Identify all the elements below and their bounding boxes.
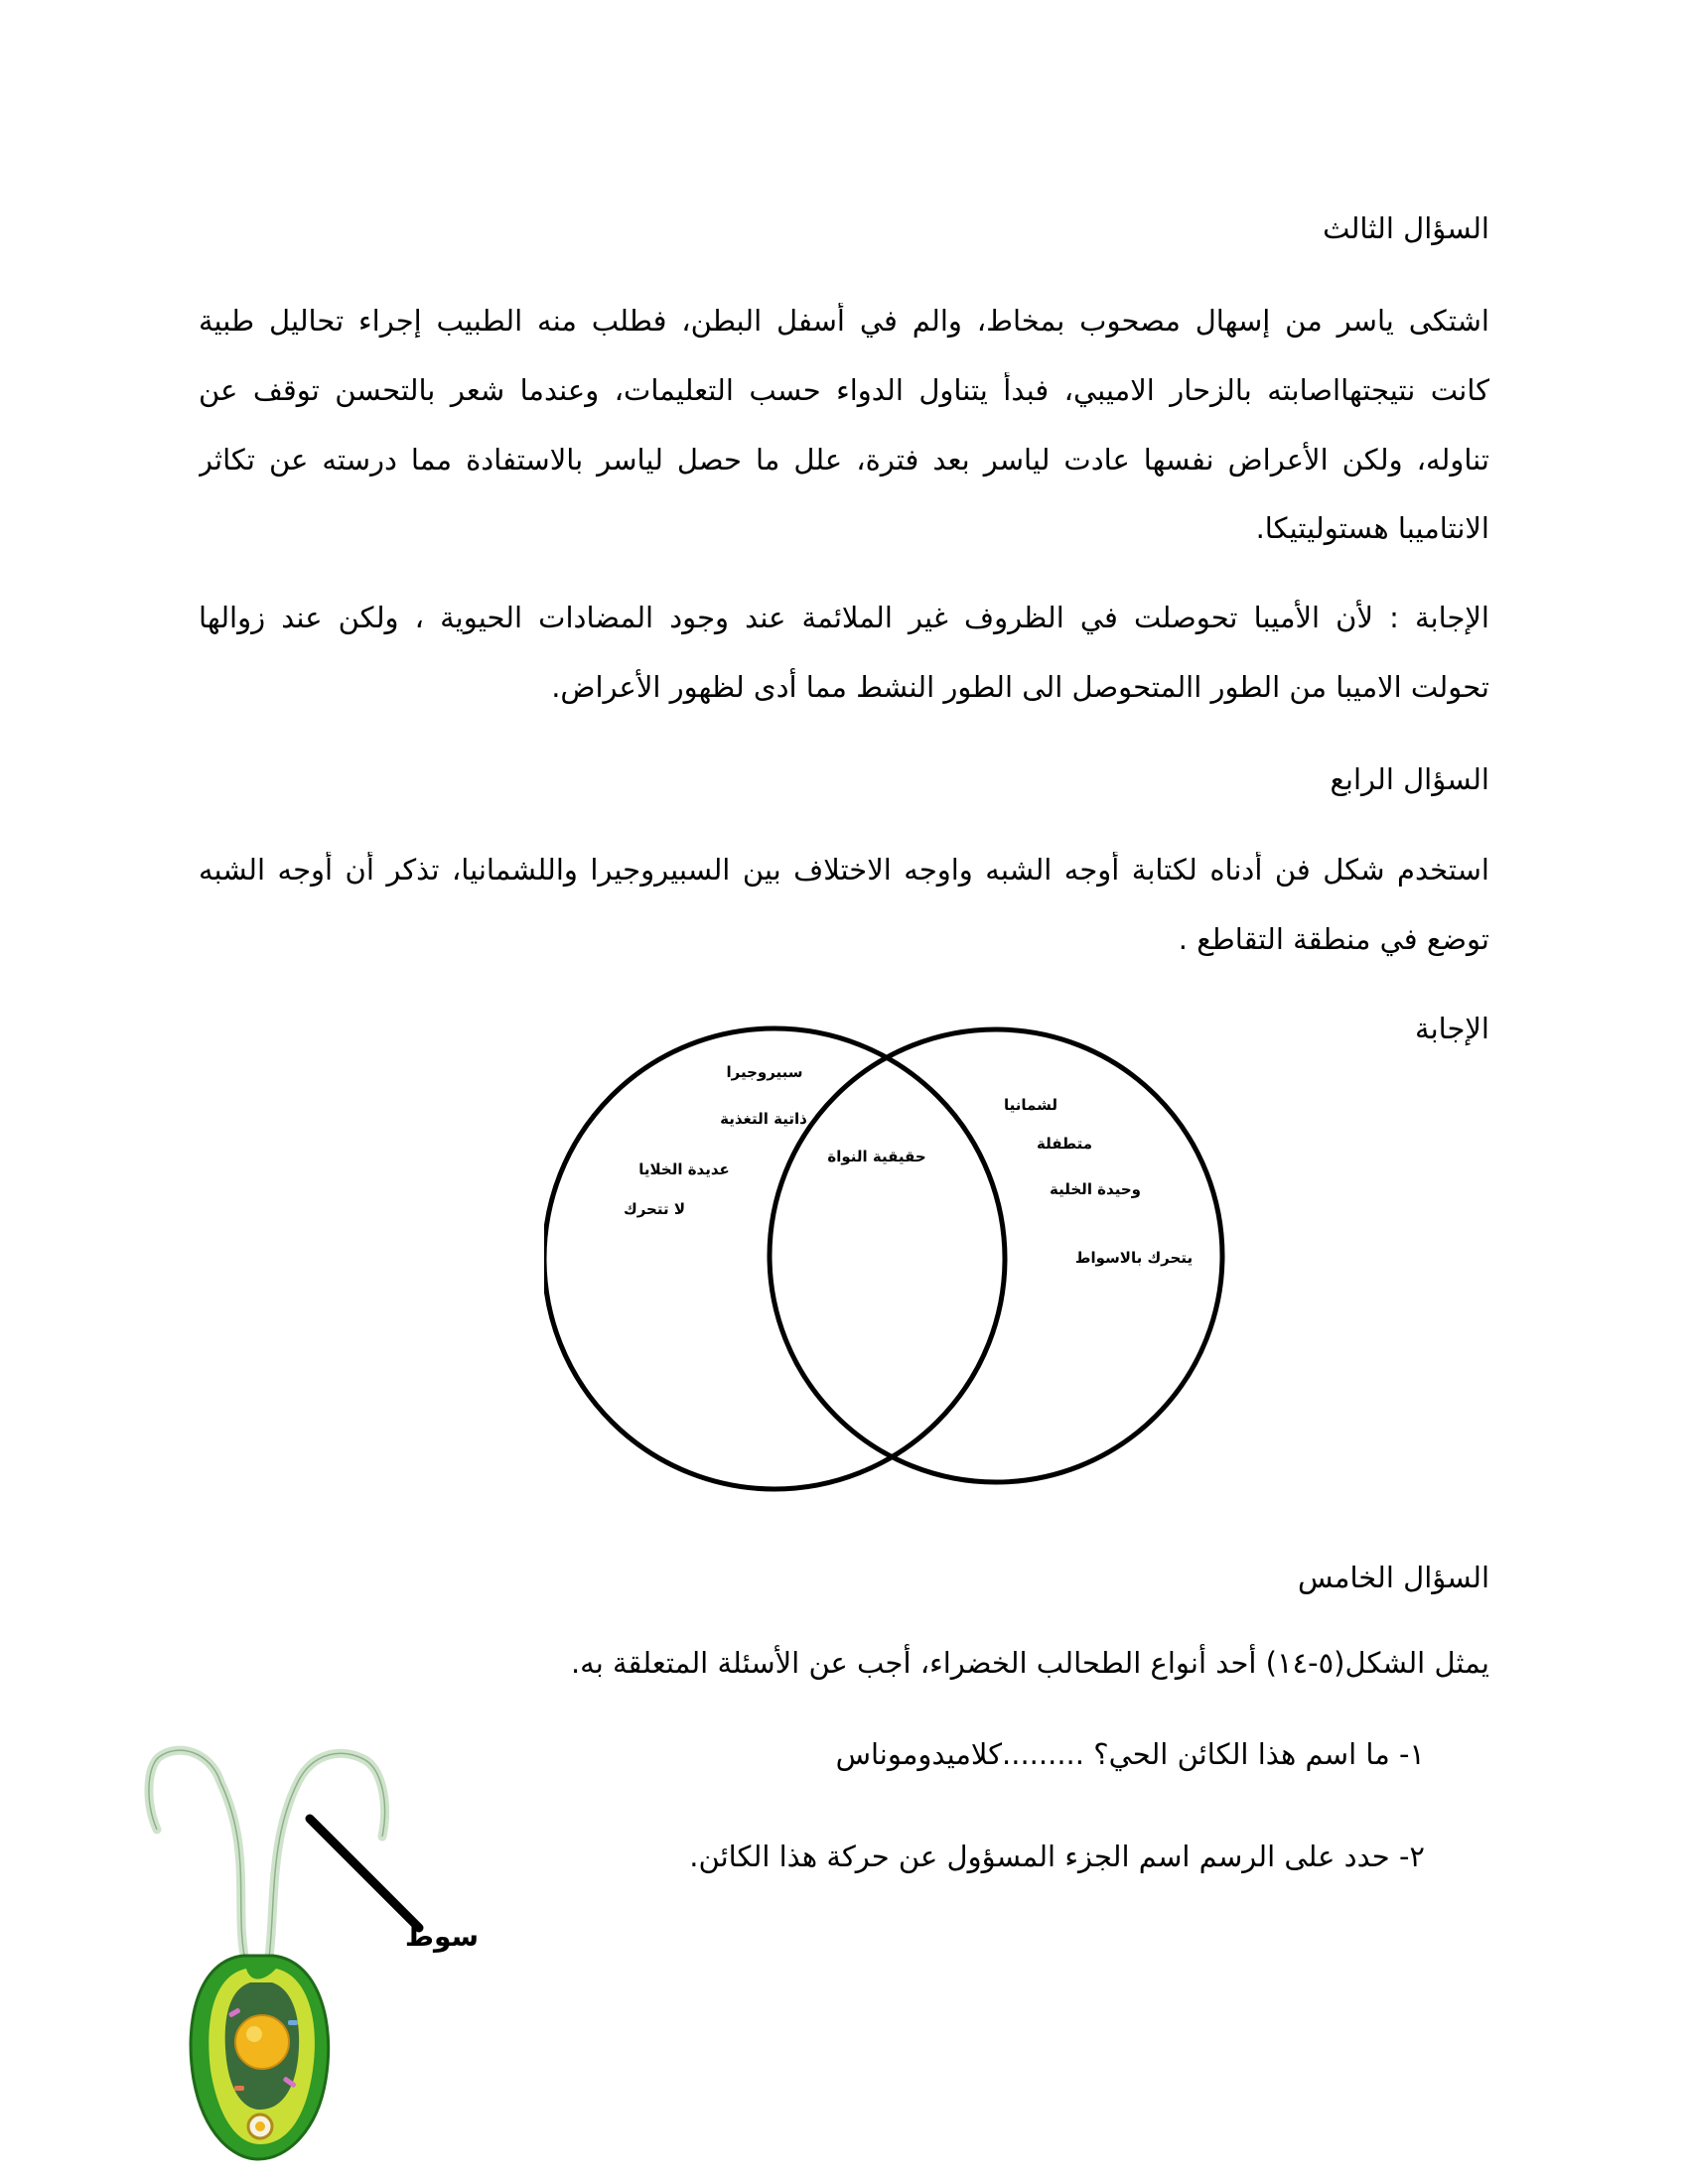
q3-answer-line-1: الإجابة : لأن الأميبا تحوصلت في الظروف غير الملائمة عند وجود المضادات الحيوية ، ولكن عند زوالها [199, 601, 1489, 634]
flagellum-right-outline [268, 1753, 385, 1966]
flagellum-left-outline [149, 1750, 246, 1966]
q5-item-2: ٢- حدد على الرسم اسم الجزء المسؤول عن حركة هذا الكائن. [689, 1840, 1425, 1873]
q5-item-1: ١- ما اسم هذا الكائن الحي؟ .........كلاميدوموناس [835, 1737, 1425, 1771]
venn-diagram [544, 1023, 1239, 1509]
venn-right-label: لشمانيا [1004, 1096, 1057, 1114]
organelle [288, 2020, 298, 2025]
venn-right-label: وحيدة الخلية [1050, 1180, 1141, 1198]
nucleus [235, 2015, 289, 2069]
q3-heading: السؤال الثالث [1323, 211, 1489, 245]
nucleolus-highlight [246, 2026, 262, 2042]
q3-line-3: تناوله، ولكن الأعراض نفسها عادت لياسر بعد فترة، علل ما حصل لياسر بالاستفادة مما درسته عن تكاثر [199, 443, 1489, 477]
venn-left-label: عديدة الخلايا [638, 1160, 730, 1178]
q3-line-1: اشتكى ياسر من إسهال مصحوب بمخاط، والم في أسفل البطن، فطلب منه الطبيب إجراء تحاليل طبية [199, 304, 1489, 338]
organelle [234, 2086, 244, 2091]
q4-answer-label: الإجابة [1415, 1012, 1489, 1045]
venn-right-label: متطفلة [1036, 1135, 1093, 1153]
pyrenoid-core [255, 2121, 265, 2131]
q5-intro: يمثل الشكل(٥-١٤) أحد أنواع الطحالب الخضراء، أجب عن الأسئلة المتعلقة به. [570, 1646, 1489, 1680]
flagellum-left [149, 1750, 246, 1966]
q4-heading: السؤال الرابع [1330, 762, 1489, 796]
chlamydomonas-figure [139, 1722, 556, 2169]
q3-line-4: الانتاميبا هستوليتيكا. [1255, 511, 1489, 545]
venn-right-label: يتحرك بالاسواط [1074, 1249, 1194, 1267]
venn-left-label: لا تتحرك [623, 1200, 686, 1218]
venn-center-label: حقيقية النواة [827, 1148, 926, 1165]
venn-circle-left [544, 1028, 1005, 1489]
flagellum-right [268, 1753, 385, 1966]
q4-line-1: استخدم شكل فن أدناه لكتابة أوجه الشبه واوجه الاختلاف بين السبيروجيرا واللشمانيا، تذكر أن أوجه الشبه [199, 853, 1489, 887]
q3-answer-line-2: تحولت الاميبا من الطور االمتحوصل الى الطور النشط مما أدى لظهور الأعراض. [551, 670, 1489, 704]
venn-left-label: ذاتية التغذية [720, 1110, 807, 1128]
venn-left-label: سبيروجيرا [726, 1063, 803, 1081]
q5-heading: السؤال الخامس [1297, 1561, 1489, 1594]
q4-line-2: توضع في منطقة التقاطع . [1178, 922, 1489, 956]
flagellum-pointer-line [310, 1819, 419, 1928]
flagellum-label: سوط [404, 1920, 480, 1953]
q3-line-2: كانت نتيجتهااصابته بالزحار الاميبي، فبدأ يتناول الدواء حسب التعليمات، وعندما شعر بالتحسن توقف عن [199, 373, 1489, 407]
